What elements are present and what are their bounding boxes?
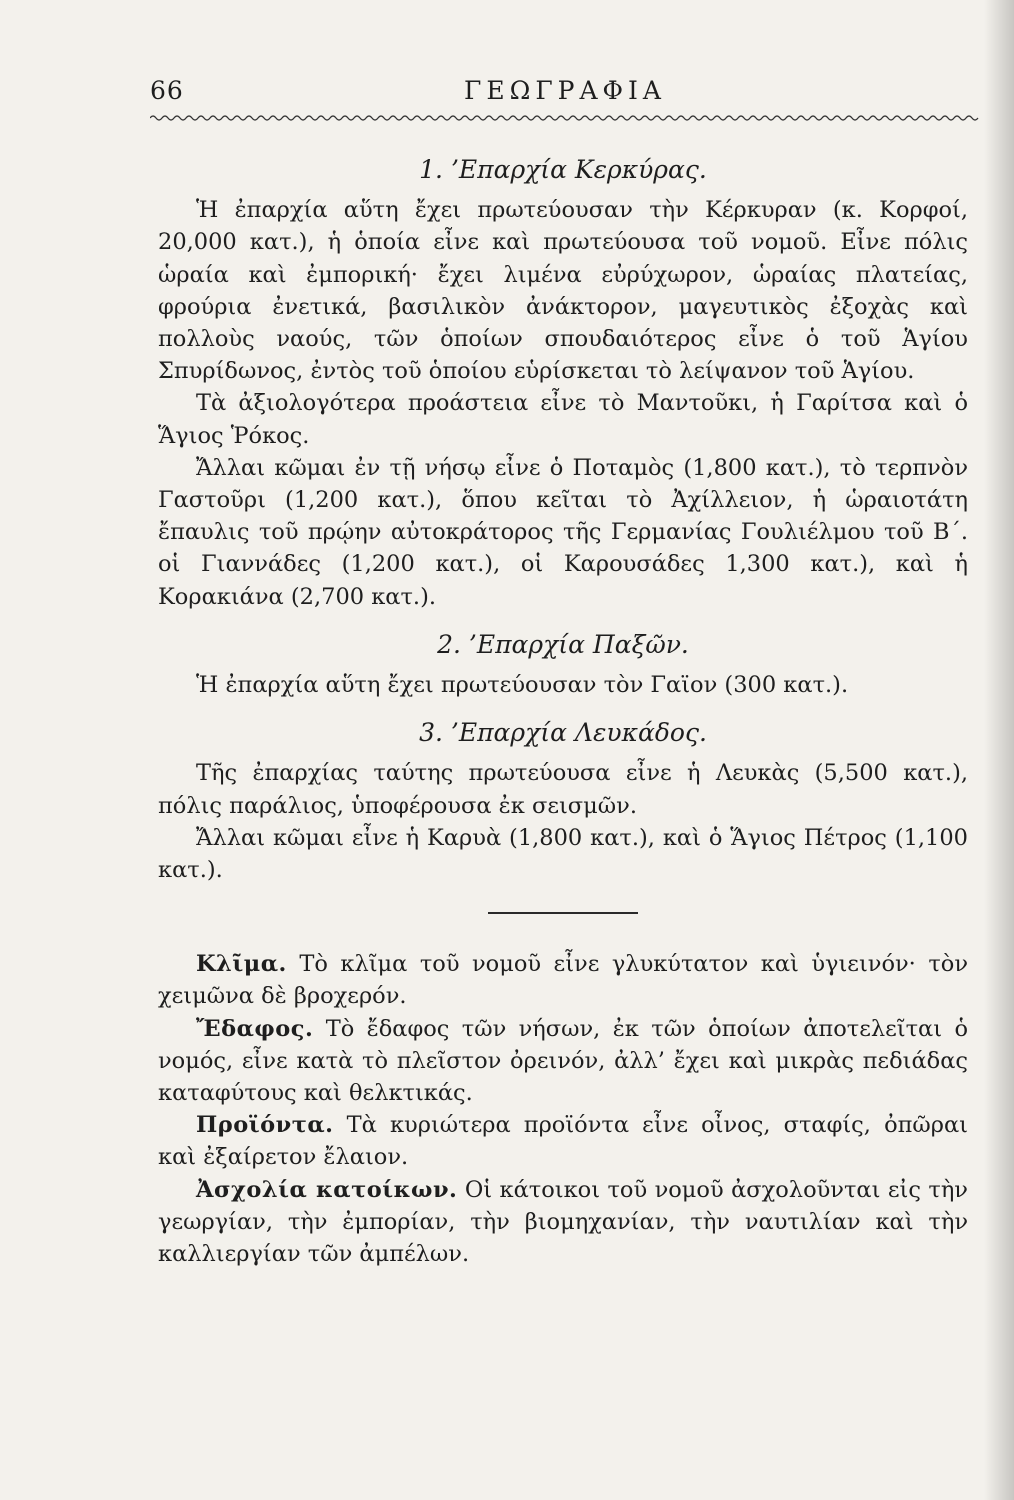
topic-paragraph-products [158,1109,968,1173]
section-separator-rule [488,912,638,914]
page-number: 66 [150,76,184,105]
topic-text: Τὰ κυριώτερα προϊόντα εἶνε οἶνος, σταφίς, ὀπῶραι καὶ ἐξαίρετον ἔλαιον. [158,1112,968,1171]
page-body [158,148,968,1270]
section-heading-paxoi: 2. ’Επαρχία Παξῶν. [437,629,689,659]
topic-label: Ἔδαφος. [196,1015,314,1042]
topic-paragraph-climate [158,948,968,1012]
topic-text: Τὸ ἔδαφος τῶν νήσων, ἐκ τῶν ὁποίων ἀποτελεῖται ὁ νομός, εἶνε κατὰ τὸ πλεῖστον ὀρεινόν, ἀλλ’ ἔχει καὶ μικρὰς πεδιάδας καταφύτους καὶ θελκτικάς. [158,1015,968,1107]
paragraph: Ἡ ἐπαρχία αὕτη ἔχει πρωτεύουσαν τὸν Γαϊον (300 κατ.). [196,672,849,699]
running-title: ΓΕΩΓΡΑΦΙΑ [464,76,666,105]
section-heading-lefkada: 3. ’Επαρχία Λευκάδος. [419,718,707,748]
topic-text: Οἱ κάτοικοι τοῦ νομοῦ ἀσχολοῦνται εἰς τὴν γεωργίαν, τὴν ἐμπορίαν, τὴν βιομηχανίαν, τὴν ναυτιλίαν καὶ τὴν καλλιεργίαν τῶν ἀμπέλων. [158,1176,968,1268]
paragraph: Τῆς ἐπαρχίας ταύτης πρωτεύουσα εἶνε ἡ Λευκὰς (5,500 κατ.), πόλις παράλιος, ὑποφέρουσα ἐκ σεισμῶν. [158,760,968,819]
page-header [150,76,980,126]
topic-text: Τὸ κλῖμα τοῦ νομοῦ εἶνε γλυκύτατον καὶ ὑγιεινόν· τὸν χειμῶνα δὲ βροχερόν. [158,951,968,1010]
header-wavy-rule [150,114,980,122]
paragraph: Τὰ ἀξιολογότερα προάστεια εἶνε τὸ Μαντοῦκι, ἡ Γαρίτσα καὶ ὁ Ἅγιος Ῥόκος. [158,390,968,449]
topic-paragraph-occupation [158,1174,968,1271]
page-edge-shadow [984,0,1014,1500]
paragraph: Ἄλλαι κῶμαι ἐν τῇ νήσῳ εἶνε ὁ Ποταμὸς (1,800 κατ.), τὸ τερπνὸν Γαστοῦρι (1,200 κατ.), ὅπου κεῖται τὸ Ἀχίλλειον, ἡ ὡραιοτάτη ἔπαυλις τοῦ πρῴην αὐτοκράτορος τῆς Γερμανίας Γουλιέλμου τοῦ Β΄. οἱ Γιαννάδες (1,200 κατ.), οἱ Καρουσάδες 1,300 κατ.), καὶ ἡ Κορακιάνα (2,700 κατ.). [158,454,968,610]
topic-label: Ἀσχολία κατοίκων. [196,1176,458,1203]
paragraph: Ἡ ἐπαρχία αὕτη ἔχει πρωτεύουσαν τὴν Κέρκυραν (κ. Κορφοί, 20,000 κατ.), ἡ ὁποία εἶνε καὶ πρωτεύουσα τοῦ νομοῦ. Εἶνε πόλις ὡραία καὶ ἐμπορική· ἔχει λιμένα εὐρύχωρον, ὡραίας πλατείας, φρούρια ἐνετικά, βασιλικὸν ἀνάκτορον, μαγευτικὸς ἐξοχὰς καὶ πολλοὺς ναούς, τῶν ὁποίων σπουδαιότερος εἶνε ὁ τοῦ Ἁγίου Σπυρίδωνος, ἐντὸς τοῦ ὁποίου εὑρίσκεται τὸ λείψανον τοῦ Ἁγίου. [158,197,968,385]
topic-label: Κλῖμα. [196,951,287,978]
section-heading-kerkyra: 1. ’Επαρχία Κερκύρας. [419,155,707,184]
paragraph: Ἄλλαι κῶμαι εἶνε ἡ Καρυὰ (1,800 κατ.), καὶ ὁ Ἅγιος Πέτρος (1,100 κατ.). [158,824,968,884]
topic-label: Προϊόντα. [196,1112,334,1139]
topic-paragraph-terrain [158,1013,968,1110]
